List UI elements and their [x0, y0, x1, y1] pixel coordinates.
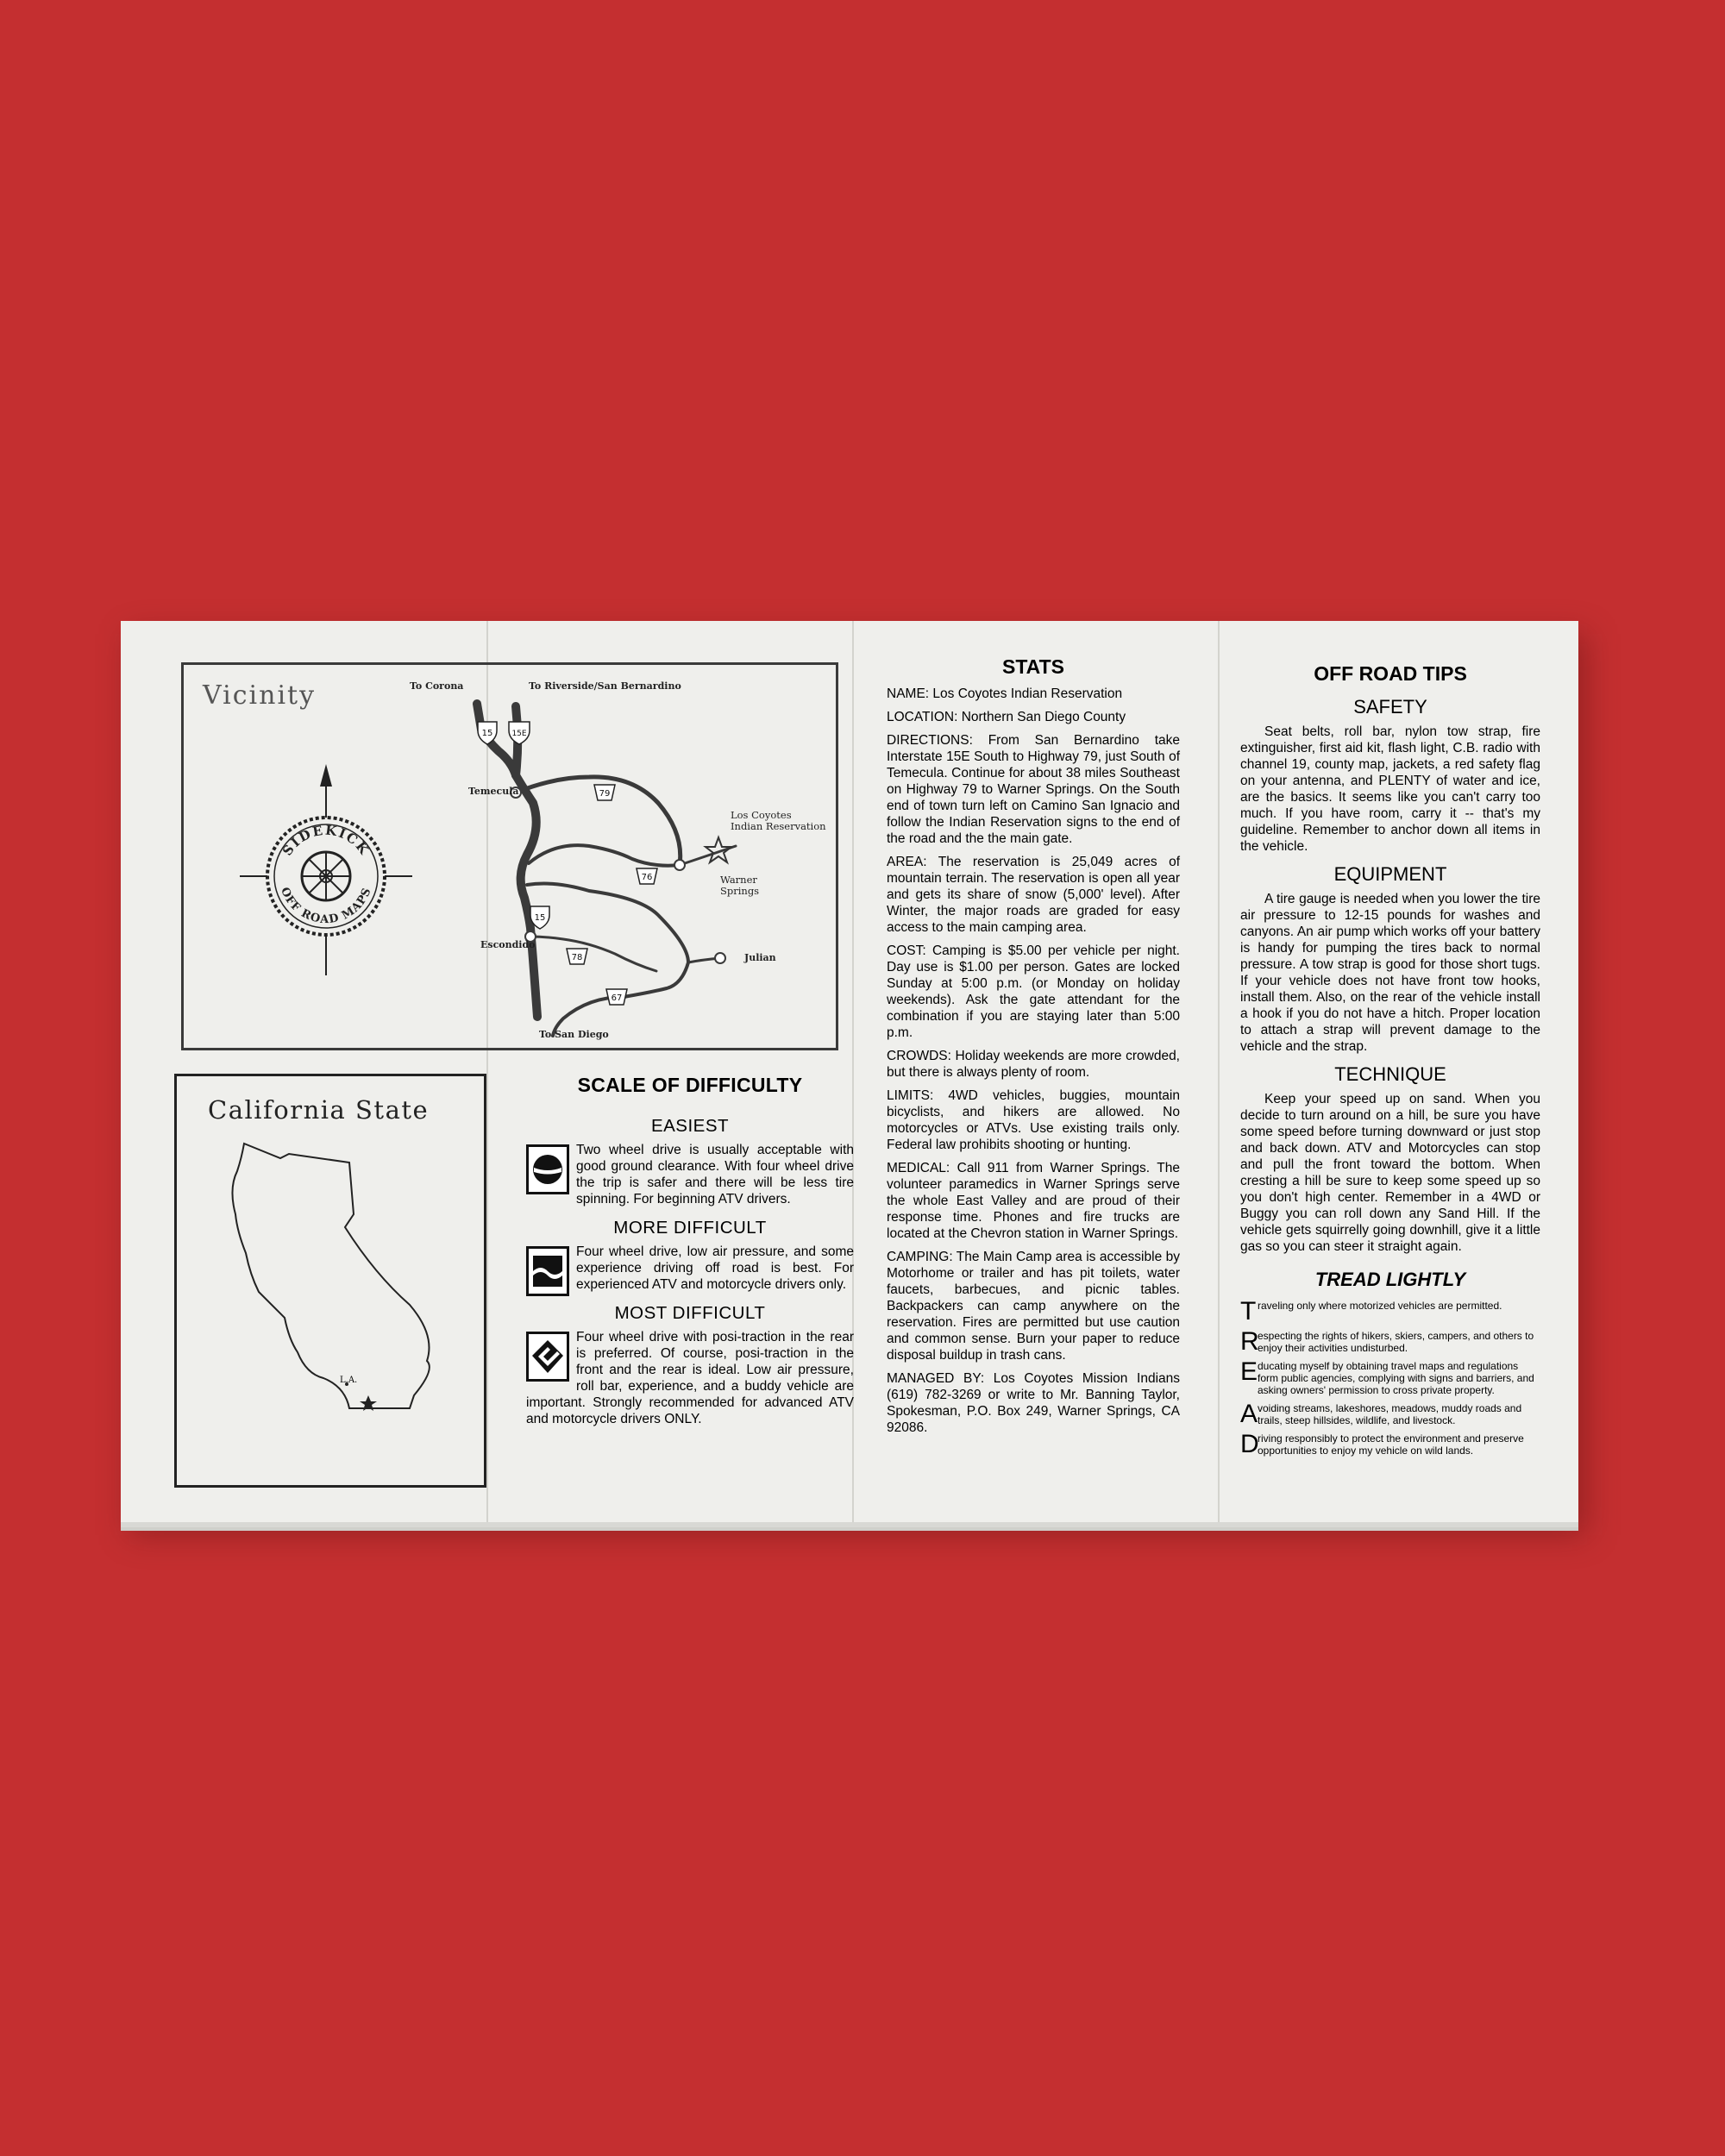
la-label: L.A.: [340, 1376, 358, 1385]
svg-text:76: 76: [641, 873, 653, 882]
tread-text: riving responsibly to protect the environment and preserve opportunities to enjoy my vehicle on wild lands.: [1258, 1432, 1524, 1457]
vicinity-title: Vicinity: [203, 680, 317, 711]
more-difficult-symbol-icon: [526, 1246, 569, 1296]
tread-item: [1240, 1297, 1540, 1326]
svg-text:79: 79: [599, 789, 611, 799]
difficulty-item: [526, 1244, 854, 1293]
interstate-shield-icon: [478, 722, 497, 744]
svg-text:67: 67: [611, 993, 623, 1003]
svg-text:OFF ROAD MAPS: OFF ROAD MAPS: [278, 885, 374, 927]
tread-text: especting the rights of hikers, skiers, campers, and others to enjoy their activities undisturbed.: [1258, 1330, 1534, 1354]
svg-text:SIDEKICK: SIDEKICK: [279, 822, 373, 859]
stats-managed-by: MANAGED BY: Los Coyotes Mission Indians (619) 782-3269 or write to Mr. Banning Taylor, Spokesman, P.O. Box 249, Warner Springs, CA 92086.: [887, 1371, 1180, 1435]
map-label: To Riverside/San Bernardino: [529, 680, 681, 692]
tips-panel: [1240, 662, 1540, 1463]
vicinity-map: [181, 662, 838, 1050]
svg-text:15: 15: [481, 729, 493, 738]
tread-item: [1240, 1327, 1540, 1356]
map-label: Los Coyotes Indian Reservation: [731, 809, 826, 832]
stats-directions: DIRECTIONS: From San Bernardino take Interstate 15E South to Highway 79, just South of Temecula. Continue for about 38 miles Southeast on Highway 79 to Warner Springs. On the South end of town turn left on Camino San Ignacio and follow the Indian Reservation signs to the end of the road and the the main gate.: [887, 733, 1180, 846]
california-title: California State: [208, 1095, 430, 1125]
tread-text: voiding streams, lakeshores, meadows, muddy roads and trails, steep hillsides, wildlife, and livestock.: [1258, 1402, 1522, 1426]
difficulty-item: [526, 1329, 854, 1427]
map-label: To Corona: [410, 680, 464, 692]
tread-letter: D: [1240, 1430, 1259, 1458]
highway-shield-icon: [567, 949, 587, 964]
map-label: Julian: [744, 952, 776, 963]
svg-text:15E: 15E: [511, 730, 527, 738]
svg-text:78: 78: [571, 953, 583, 962]
stats-location: LOCATION: Northern San Diego County: [887, 710, 1126, 724]
tread-letter: E: [1240, 1357, 1258, 1386]
stats-area: AREA: The reservation is 25,049 acres of mountain terrain. The reservation is open all year and gets its share of snow (5,000' level). After Winter, the major roads are graded for easy access to the main camping area.: [887, 855, 1180, 935]
tips-section-heading: TECHNIQUE: [1334, 1063, 1446, 1085]
highway-shield-icon: [606, 989, 627, 1005]
difficulty-item: [526, 1142, 854, 1207]
difficulty-level-heading: MOST DIFFICULT: [614, 1303, 766, 1323]
tread-letter: A: [1240, 1400, 1258, 1428]
tips-section-text: Keep your speed up on sand. When you decide to turn around on a hill, be sure you have some speed before turning downward or just stop and back down. ATV and Motorcycles can stop and pull the front toward the bottom. When cresting a hill be sure to keep some speed up so you don't high center. Remember in a 4WD or Buggy you can roll down any Sand Hill. If the vehicle gets squirrelly going downhill, give it a little gas so you can steer it straight again.: [1240, 1092, 1540, 1254]
tread-lightly-title: TREAD LIGHTLY: [1314, 1269, 1466, 1290]
most-difficult-symbol-icon: [526, 1332, 569, 1382]
tips-section-heading: SAFETY: [1353, 696, 1427, 718]
difficulty-title: SCALE OF DIFFICULTY: [577, 1074, 803, 1096]
fold-line: [1218, 621, 1220, 1522]
tips-title: OFF ROAD TIPS: [1314, 662, 1467, 685]
compass-logo-icon: [240, 760, 412, 984]
tips-section-text: A tire gauge is needed when you lower the tire air pressure to 12-15 pounds for washes and canyons. An air pump which works off your battery is handy for pumping the tires back to normal pressure. A tow strap is good for those short tugs. If your vehicle does not have front tow hooks, install them. Also, on the rear of the vehicle install a hook if you do not have a hitch. Proper location to attach a strap will prevent damage to the vehicle and the strap.: [1240, 892, 1540, 1054]
tread-letter: R: [1240, 1327, 1259, 1356]
stats-limits: LIMITS: 4WD vehicles, buggies, mountain bicyclists, and hikers are allowed. No motorcycles or ATVs. Use existing trails only. Federal law prohibits shooting or hunting.: [887, 1088, 1180, 1152]
tread-letter: T: [1240, 1297, 1257, 1326]
tread-item: [1240, 1432, 1540, 1457]
tips-section-heading: EQUIPMENT: [1333, 863, 1447, 885]
brochure: [121, 621, 1578, 1522]
interstate-shield-icon: [509, 722, 530, 744]
stats-camping: CAMPING: The Main Camp area is accessible by Motorhome or trailer and has pit toilets, water faucets, barbecues, and picnic tables. Backpackers can camp anywhere on the reservation. Fires are permitted but use caution and common sense. Burn your paper to reduce disposal buildup in trash cans.: [887, 1250, 1180, 1363]
difficulty-description: Two wheel drive is usually acceptable with good ground clearance. With four wheel drive the trip is safer and there will be less tire spinning. For beginning ATV drivers.: [576, 1143, 854, 1206]
stats-name: NAME: Los Coyotes Indian Reservation: [887, 686, 1123, 701]
tread-item: [1240, 1357, 1540, 1396]
difficulty-section: [526, 1074, 854, 1427]
tips-section-text: Seat belts, roll bar, nylon tow strap, fire extinguisher, first aid kit, flash light, C.B. radio with channel 19, county map, jackets, a red safety flag on your antenna, and PLENTY of water and ice, are the basics. It seems like you can't carry too much. If you have room, carry it -- that's my guideline. Remember to anchor down all items in the vehicle.: [1240, 724, 1540, 854]
stats-medical: MEDICAL: Call 911 from Warner Springs. The volunteer paramedics in Warner Springs serve the whole East Valley and are proud of their response time. Phones and fire trucks are located at the Chevron station in Warner Springs.: [887, 1161, 1180, 1241]
tread-item: [1240, 1402, 1540, 1426]
difficulty-description: Four wheel drive with posi-traction in the rear is preferred. Of course, posi-traction in the front and the rear is ideal. Low air pressure, roll bar, experience, and a buddy vehicle are important. Strongly recommended for advanced ATV and motorcycle drivers ONLY.: [526, 1330, 854, 1426]
map-label: Warner Springs: [720, 874, 760, 897]
difficulty-level-heading: EASIEST: [650, 1116, 730, 1136]
tread-text: raveling only where motorized vehicles are permitted.: [1258, 1300, 1502, 1312]
california-map: [174, 1074, 486, 1488]
map-label: Temecula: [468, 786, 519, 797]
california-outline-icon: [177, 1076, 484, 1485]
stats-title: STATS: [1002, 655, 1064, 678]
interstate-shield-icon: [530, 906, 549, 929]
highway-shield-icon: [594, 785, 615, 800]
map-label: To San Diego: [539, 1029, 609, 1040]
tread-text: ducating myself by obtaining travel maps and regulations form public agencies, complying with signs and barriers, and asking owners' permission to cross private property.: [1258, 1360, 1534, 1396]
stats-panel: [887, 655, 1180, 1443]
difficulty-description: Four wheel drive, low air pressure, and some experience driving off road is best. For experienced ATV and motorcycle drivers only.: [576, 1244, 854, 1292]
stats-cost: COST: Camping is $5.00 per vehicle per night. Day use is $1.00 per person. Gates are locked Sunday at 5:00 p.m. (or Monday on holiday weekends). Ask the gate attendant for the combination if you are staying later than 5:00 p.m.: [887, 943, 1180, 1040]
svg-text:15: 15: [534, 913, 546, 923]
map-label: Escondido: [480, 939, 536, 950]
highway-shield-icon: [637, 868, 657, 884]
stats-crowds: CROWDS: Holiday weekends are more crowded, but there is always plenty of room.: [887, 1049, 1180, 1080]
difficulty-level-heading: MORE DIFFICULT: [613, 1218, 767, 1238]
easiest-symbol-icon: [526, 1144, 569, 1194]
